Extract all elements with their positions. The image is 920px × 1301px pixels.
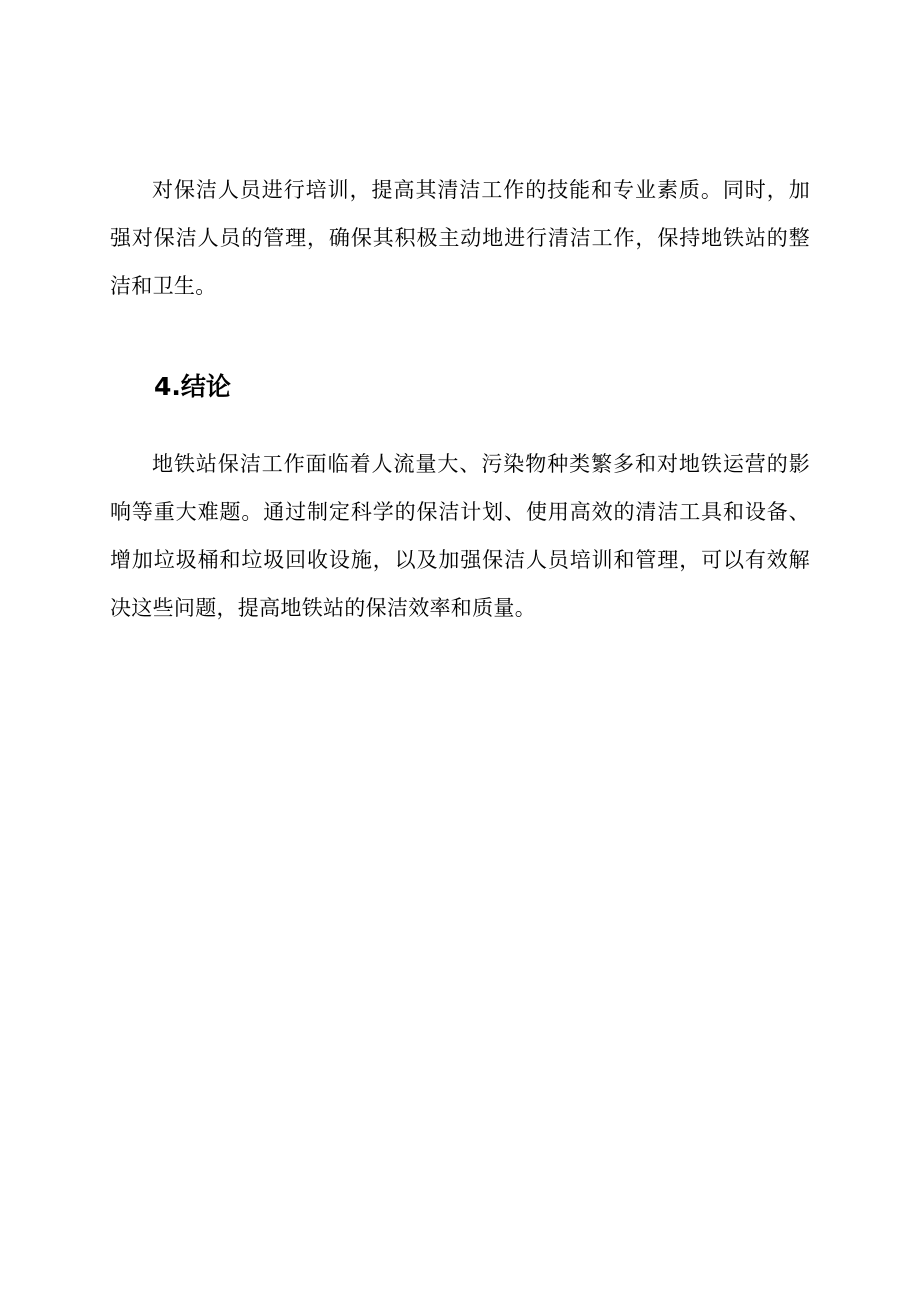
paragraph-training: 对保洁人员进行培训，提高其清洁工作的技能和专业素质。同时，加强对保洁人员的管理，确保其积极主动地进行清洁工作，保持地铁站的整洁和卫生。 bbox=[110, 178, 810, 298]
document-body bbox=[110, 166, 810, 632]
section-heading-conclusion: 4.结论 bbox=[154, 372, 231, 401]
paragraph-conclusion: 地铁站保洁工作面临着人流量大、污染物种类繁多和对地铁运营的影响等重大难题。通过制定科学的保洁计划、使用高效的清洁工具和设备、增加垃圾桶和垃圾回收设施，以及加强保洁人员培训和管理，可以有效解决这些问题，提高地铁站的保洁效率和质量。 bbox=[110, 452, 810, 620]
